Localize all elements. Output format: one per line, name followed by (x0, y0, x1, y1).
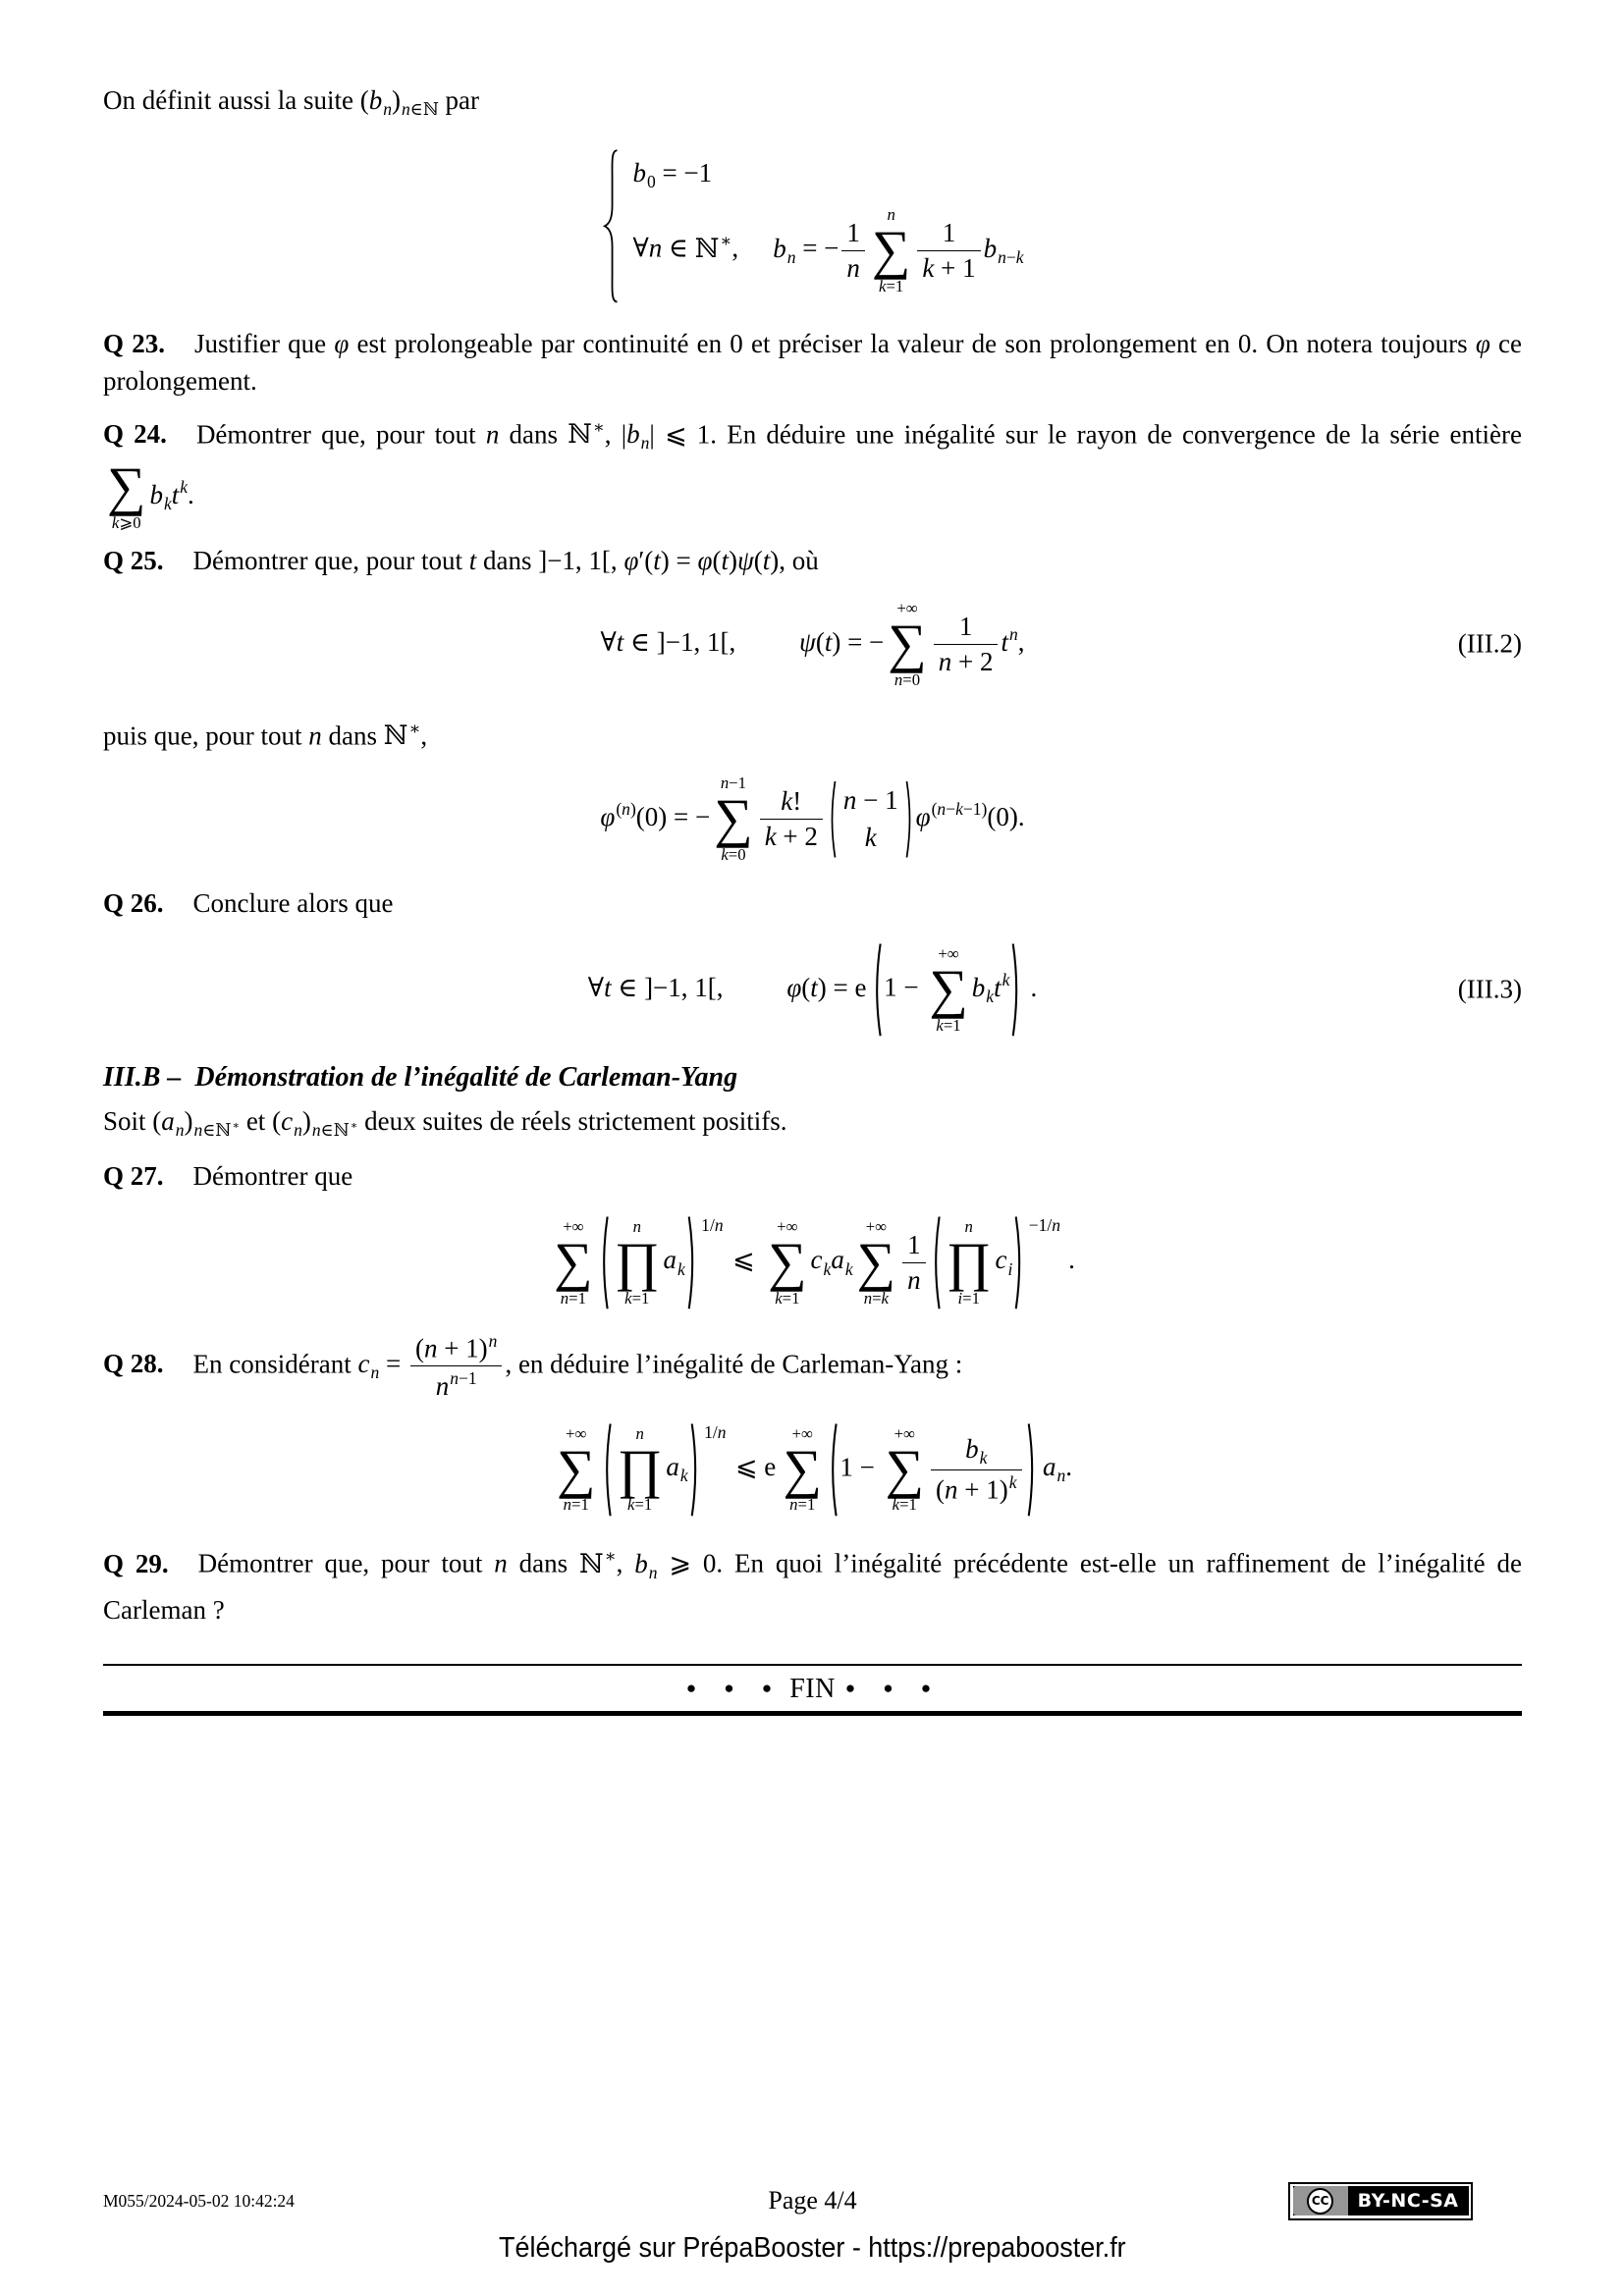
equation-phi-derivative-math: $\varphi^{(n)}(0)$ = − n−1 ∑ k=0 $\frac{k!}{k + 2}$ n − 1 k $\varphi^{(n-k-1)}(0)$. (600, 774, 1025, 864)
fin-line (103, 1666, 1522, 1711)
cc-icon: CC (1307, 2188, 1333, 2215)
question-23-text: Justifier que φ est prolongeable par continuité en 0 et préciser la valeur de son prolongement en 0. On notera toujours φ ce prolongement. (103, 328, 1522, 396)
cc-logo-area (1293, 2186, 1348, 2216)
question-28-text: En considérant $c_n$ = $\frac{(n + 1)^n}{n^{n-1}}$ , en déduire l’inégalité de Carleman-Yang : (192, 1330, 963, 1401)
question-27-label: Q 27. (103, 1160, 164, 1191)
download-attribution (0, 2232, 1624, 2265)
equation-q27 (103, 1214, 1522, 1311)
question-26 (103, 884, 1522, 922)
equation-iii3-tag: (III.3) (1457, 974, 1522, 1004)
question-27-text: Démontrer que (192, 1160, 353, 1191)
license-badge (1288, 2182, 1473, 2220)
question-25 (103, 542, 1522, 579)
equation-bn-definition (103, 147, 1522, 305)
question-23-label: Q 23. (103, 328, 165, 358)
section-heading-iiib: III.B – Démonstration de l’inégalité de Carleman-Yang (103, 1061, 738, 1093)
fin-label: FIN (789, 1674, 836, 1705)
equation-q28 (103, 1421, 1522, 1519)
question-29 (103, 1537, 1522, 1629)
paragraph-puis-que: puis que, pour tout n dans ℕ∗, (103, 718, 428, 751)
page-number: Page 4/4 (768, 2186, 857, 2215)
intro-paragraph: On définit aussi la suite $(b_n)_{n\in ℕ}$ par (103, 85, 479, 120)
equation-bn-definition-math: $b_0 = -1$ ∀n ∈ ℕ∗, $b_n$ = − $\frac{1}{n}$ n ∑ k=1 $\frac{1}{k + 1}$ $b_{n-k}$ (601, 209, 1023, 239)
license-label: BY-NC-SA (1357, 2190, 1459, 2212)
question-25-label: Q 25. (103, 546, 164, 576)
separator-line-bottom (103, 1711, 1522, 1716)
question-24 (103, 408, 1522, 533)
question-29-label: Q 29. (103, 1548, 169, 1578)
equation-iii3 (103, 941, 1522, 1039)
question-26-text: Conclure alors que (192, 888, 394, 919)
question-25-text: Démontrer que, pour tout t dans ]−1, 1[, φ′(t) = φ(t)ψ(t), où (192, 546, 819, 576)
download-attribution-text: Téléchargé sur PrépaBooster - https://prepabooster.fr (498, 2232, 1126, 2264)
question-29-text: Démontrer que, pour tout n dans ℕ∗, $b_n$ ⩾ 0. En quoi l’inégalité précédente est-elle un raffinement de l’inégalité de Carleman ? (103, 1546, 1522, 1626)
question-24-label: Q 24. (103, 419, 167, 450)
question-23 (103, 325, 1522, 400)
paragraph-soit: Soit $(a_n)_{n\in ℕ^∗}$ et $(c_n)_{n\in ℕ^∗}$ deux suites de réels strictement positifs. (103, 1105, 787, 1140)
question-28 (103, 1331, 1522, 1402)
question-26-label: Q 26. (103, 888, 164, 919)
fin-dots-left: ● ● ● (685, 1679, 781, 1698)
equation-phi-derivative (103, 774, 1522, 865)
equation-q27-math: +∞ ∑ n=1 n ∏ k=1 $a_k$ 1/n ⩽ +∞ ∑ k=1 $c_ka_k$ +∞ ∑ n=k $\frac{1}{n}$ n ∏ i=1 $c_i$ −1/n . (554, 1214, 1075, 1308)
document-reference: M055/2024-05-02 10:42:24 (103, 2190, 295, 2211)
license-badge-inner (1293, 2186, 1469, 2216)
page-footer (103, 2179, 1522, 2222)
question-27 (103, 1157, 1522, 1195)
fin-separator (103, 1664, 1522, 1716)
question-28-label: Q 28. (103, 1348, 164, 1378)
equation-iii2-tag: (III.2) (1457, 628, 1522, 659)
equation-iii3-math: ∀t ∈ ]−1, 1[, φ(t) = e 1 − +∞ ∑ k=1 $b_kt^k$ . (587, 944, 1038, 1035)
equation-q28-math: +∞ ∑ n=1 n ∏ k=1 $a_k$ 1/n ⩽ e +∞ ∑ n=1 1 − +∞ ∑ k=1 $\frac{b_k}{(n + 1)^k}$ $a_n$. (557, 1421, 1072, 1515)
equation-iii2 (103, 599, 1522, 690)
question-24-text: Démontrer que, pour tout n dans ℕ∗, $|b_n|$ ⩽ 1. En déduire une inégalité sur le rayon de convergence de la série entière ∑ k⩾0 $b_kt^k$. (107, 416, 1522, 533)
fin-dots-right: ● ● ● (844, 1679, 940, 1698)
equation-iii2-math: ∀t ∈ ]−1, 1[, ψ(t) = − +∞ ∑ n=0 $\frac{1}{n + 2}$ $t^n$, (600, 599, 1025, 689)
